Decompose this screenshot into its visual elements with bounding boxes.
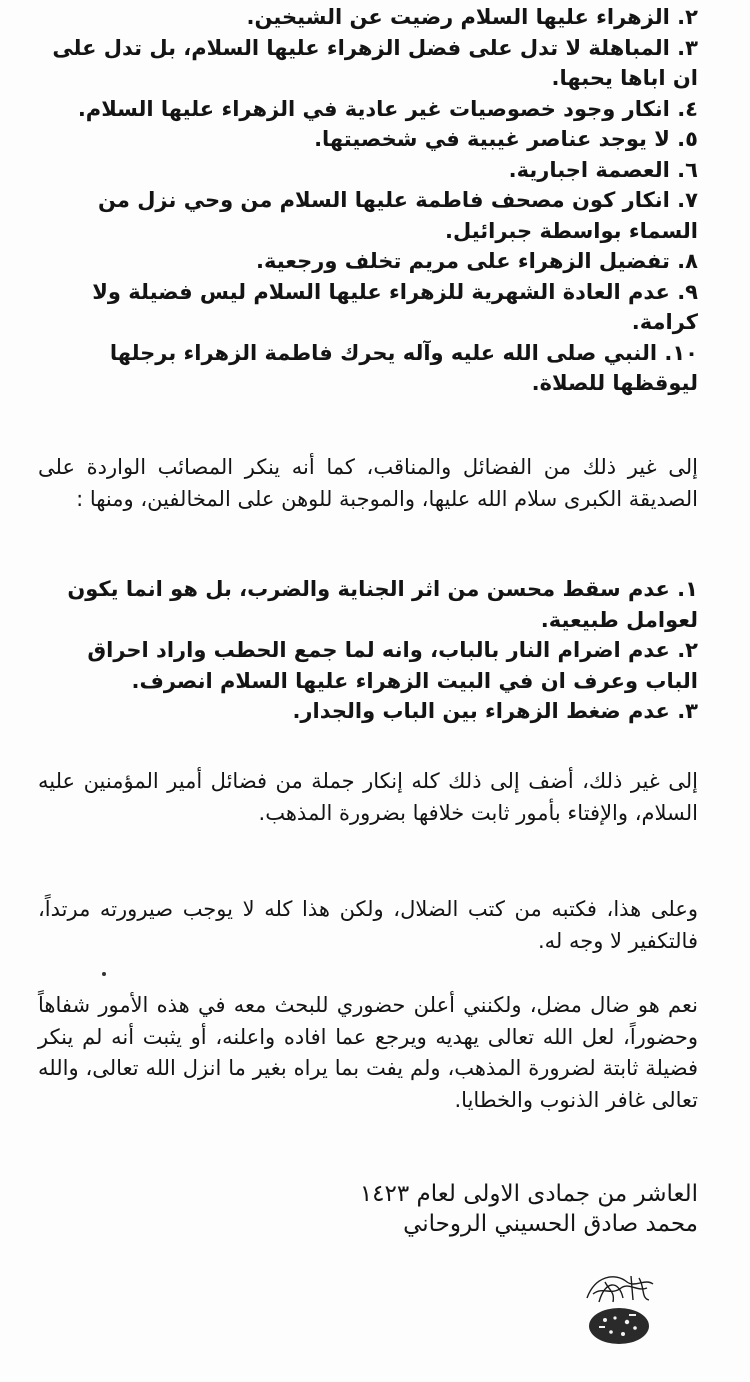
paragraph-amir-virtues: إلى غير ذلك، أضف إلى ذلك كله إنكار جملة من فضائل أمير المؤمنين عليه السلام، والإفتاء بأمور ثابت خلافها بضرورة المذهب. <box>38 769 698 825</box>
list-item: ٢. الزهراء عليها السلام رضيت عن الشيخين. <box>246 5 698 29</box>
list-item: ٨. تفضيل الزهراء على مريم تخلف ورجعية. <box>256 249 698 273</box>
paragraph-debate-offer: نعم هو ضال مضل، ولكنني أعلن حضوري للبحث معه في هذه الأمور شفاهاً وحضوراً، لعل الله تعالى يهديه ويرجع عما افاده واعلنه، أو يثبت أنه لم ينكر فضيلة ثابتة لضرورة المذهب، ولم يفت بما يراه بغير ما انزل الله تعالى، والله تعالى غافر الذنوب والخطايا. <box>38 993 698 1112</box>
list-item: ٩. عدم العادة الشهرية للزهراء عليها السلام ليس فضيلة ولا كرامة. <box>92 279 698 334</box>
paragraph-ruling: وعلى هذا، فكتبه من كتب الضلال، ولكن هذا كله لا يوجب صيرورته مرتداً، فالتكفير لا وجه له. <box>38 897 698 953</box>
list-item: ٥. لا يوجد عناصر غيبية في شخصيتها. <box>314 127 698 151</box>
paragraph-afflictions-intro: إلى غير ذلك من الفضائل والمناقب، كما أنه ينكر المصائب الواردة على الصديقة الكبرى سلام الله عليها، والموجبة للوهن على المخالفين، ومنها : <box>38 455 698 511</box>
list-item: ١. عدم سقط محسن من اثر الجناية والضرب، بل هو انما يكون لعوامل طبيعية. <box>67 577 698 632</box>
date-line: العاشر من جمادى الاولى لعام ١٤٢٣ <box>359 1181 698 1207</box>
signer-name: محمد صادق الحسيني الروحاني <box>403 1211 698 1237</box>
list-item: ٤. انكار وجود خصوصيات غير عادية في الزهراء عليها السلام. <box>77 96 698 121</box>
list-item: ٣. المباهلة لا تدل على فضل الزهراء عليها السلام، بل تدل على ان اباها يحبها. <box>52 35 698 90</box>
list-item: ١٠. النبي صلى الله عليه وآله يحرك فاطمة الزهراء برجلها ليوقظها للصلاة. <box>109 340 698 395</box>
list-item: ٢. عدم اضرام النار بالباب، وانه لما جمع الحطب واراد احراق الباب وعرف ان في البيت الزهراء عليها السلام انصرف. <box>87 638 698 693</box>
scan-speck <box>102 972 106 976</box>
list-item: ٦. العصمة اجبارية. <box>508 157 698 182</box>
signature-seal <box>575 1268 665 1348</box>
fatima-virtues-denial-list <box>38 2 698 399</box>
list-item: ٧. انكار كون مصحف فاطمة عليها السلام من وحي نزل من السماء بواسطة جبرائيل. <box>98 188 698 243</box>
list-item: ٣. عدم ضغط الزهراء بين الباب والجدار. <box>292 699 698 723</box>
afflictions-denial-list <box>38 574 698 727</box>
